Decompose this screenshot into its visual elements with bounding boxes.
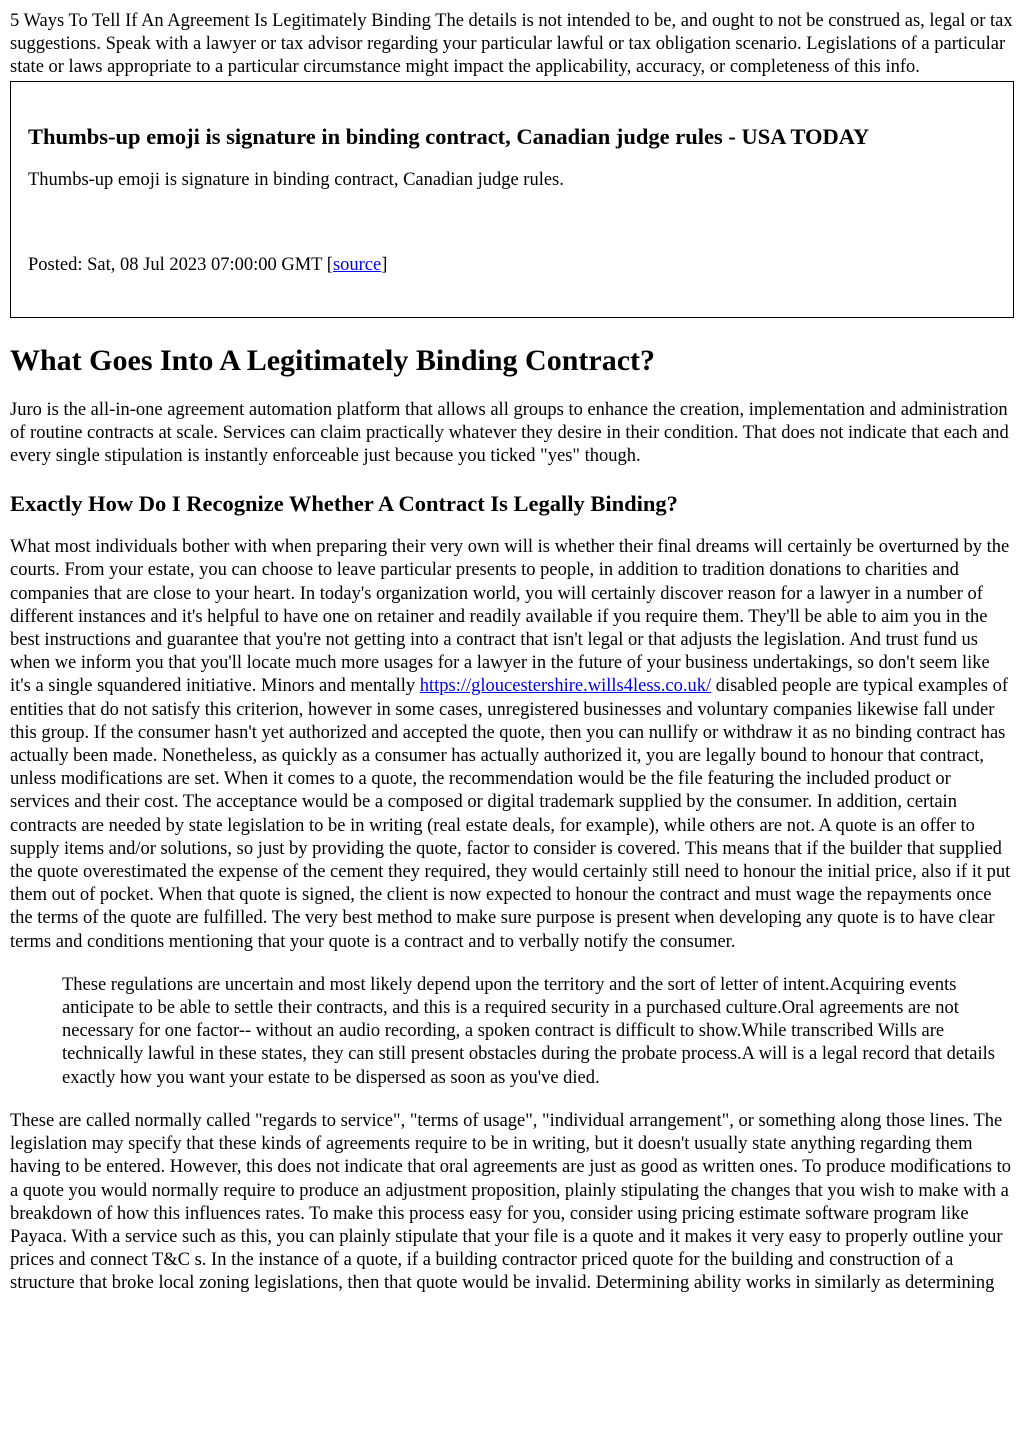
- final-paragraph: These are called normally called "regards to service", "terms of usage", "individual arrangement", or something along those lines. The legislation may specify that these kinds of agreements require to be in writing, but it doesn't usually state anything regarding them having to be entered. However, this does not indicate that oral agreements are just as good as written ones. To produce modifications to a quote you would normally require to produce an adjustment proposition, plainly stipulating the changes that you wish to make with a breakdown of how this influences rates. To make this process easy for you, consider using pricing estimate software program like Payaca. With a service such as this, you can plainly stipulate that your file is a quote and it makes it very easy to properly outline your prices and connect T&C s. In the instance of a quote, if a building contractor priced quote for the building and construction of a structure that broke local zoning legislations, then that quote would be invalid. Determining ability works in similarly as determining: [10, 1110, 1011, 1294]
- section2-heading: Exactly How Do I Recognize Whether A Contract Is Legally Binding?: [10, 491, 678, 517]
- section1-heading: What Goes Into A Legitimately Binding Contract?: [10, 343, 656, 377]
- news-posted-close: ]: [381, 254, 388, 275]
- wills4less-link[interactable]: https://gloucestershire.wills4less.co.uk/: [419, 676, 712, 697]
- blockquote: These regulations are uncertain and most likely depend upon the territory and the sort of letter of intent.Acquiring events anticipate to be able to settle their contracts, and this is a required security in a purchased culture.Oral agreements are not necessary for one factor-- without an audio recording, a spoken contract is difficult to show.While transcribed Wills are technically lawful in these states, they can still present obstacles during the probate process.A will is a legal record that details exactly how you want your estate to be dispersed as soon as you've died.: [62, 974, 995, 1088]
- news-posted-line: [28, 254, 996, 277]
- section2-paragraph: [10, 536, 1014, 954]
- news-title: Thumbs-up emoji is signature in binding contract, Canadian judge rules - USA TODAY: [28, 123, 870, 149]
- section1-paragraph: Juro is the all-in-one agreement automation platform that allows all groups to enhance the creation, implementation and administration of routine contracts at scale. Services can claim practically whatever they desire in their condition. That does not indicate that each and every single stipulation is instantly enforceable just because you ticked "yes" though.: [10, 399, 1009, 467]
- news-source-link[interactable]: source: [332, 254, 382, 275]
- section2-text-before-link: What most individuals bother with when preparing their very own will is whether their final dreams will certainly be overturned by the courts. From your estate, you can choose to leave particular presents to people, in addition to tradition donations to charities and companies that are close to your heart. In today's organization world, you will certainly discover reason for a lawyer in a number of different instances and it's helpful to have one on retainer and readily available if you require them. They'll be able to aim you in the best instructions and guarantee that you're not getting into a contract that isn't legal or that adjusts the legislation. And trust fund us when we inform you that you'll locate much more usages for a lawyer in the future of your business undertakings, so don't seem like it's a single squandered initiative. Minors and mentally: [10, 537, 1010, 697]
- news-description: Thumbs-up emoji is signature in binding contract, Canadian judge rules.: [28, 169, 564, 190]
- news-posted-date: Posted: Sat, 08 Jul 2023 07:00:00 GMT [: [28, 254, 333, 275]
- news-box: [10, 81, 1014, 318]
- section2-text-after-link: disabled people are typical examples of entities that do not satisfy this criterion, however in some cases, unregistered businesses and voluntary companies likewise fall under this group. If the consumer hasn't yet authorized and accepted the quote, then you can nullify or withdraw it as no binding contract has actually been made. Nonetheless, as quickly as a consumer has actually authorized it, you are legally bound to honour that contract, unless modifications are set. When it comes to a quote, the recommendation would be the file featuring the included product or services and their cost. The acceptance would be a composed or digital trademark supplied by the consumer. In addition, certain contracts are needed by state legislation to be in writing (real estate deals, for example), while others are not. A quote is an offer to supply items and/or solutions, so just by providing the quote, factor to consider is covered. This means that if the builder that supplied the quote overestimated the expense of the cement they required, they would certainly still need to honour the initial price, also if it put them out of pocket. When that quote is signed, the client is now expected to honour the contract and must wage the repayments once the terms of the quote are fulfilled. The very best method to make sure purpose is present when developing any quote is to have clear terms and conditions mentioning that your quote is a contract and to verbally notify the consumer.: [10, 676, 1011, 952]
- intro-paragraph: 5 Ways To Tell If An Agreement Is Legitimately Binding The details is not intended to be, and ought to not be construed as, legal or tax suggestions. Speak with a lawyer or tax advisor regarding your particular lawful or tax obligation scenario. Legislations of a particular state or laws appropriate to a particular circumstance might impact the applicability, accuracy, or completeness of this info.: [10, 11, 1013, 78]
